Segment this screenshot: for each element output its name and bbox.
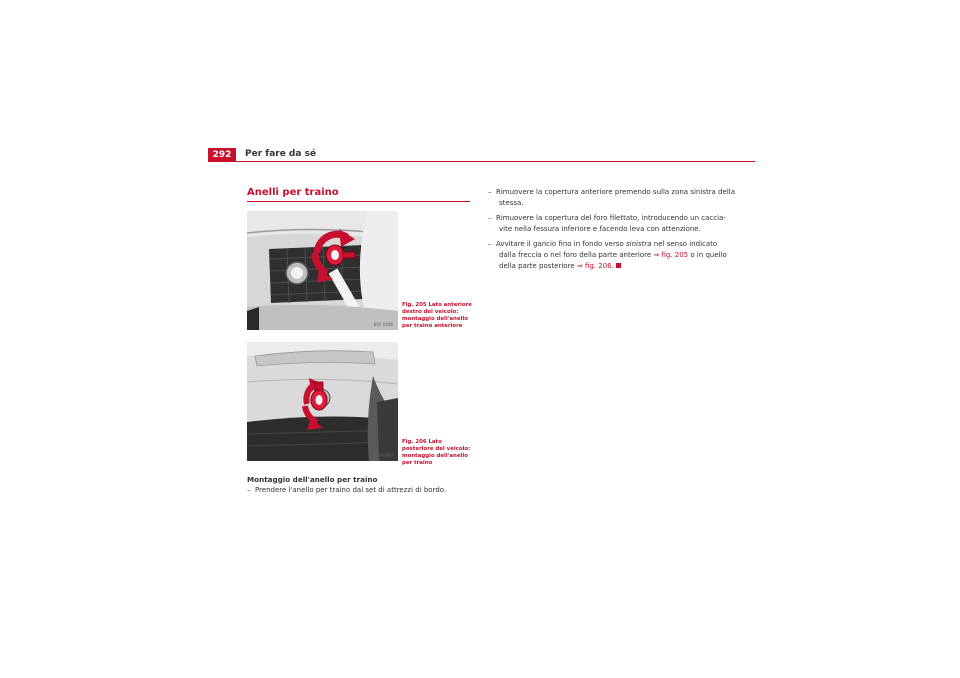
fig-205-link[interactable]: ⇒ fig. 205 [653,251,689,259]
section-end-marker [616,263,621,268]
step-3 [488,213,735,235]
figure-206-caption: Fig. 206 Lato posteriore del veicolo: montaggio dell'anello per traino [402,439,471,466]
bullet: – [247,486,251,494]
step-1-text: Prendere l'anello per traino dal set di attrezzi di bordo. [254,486,447,494]
step-1 [247,485,483,496]
step-2 [488,187,735,209]
step-4-emphasis: sinistra [626,240,652,248]
figure-206-image [247,342,398,461]
section-rule [247,201,470,202]
step-4-text: o in quello della parte posteriore [499,251,727,270]
bullet: – [488,214,492,222]
header-rule [208,161,755,162]
bullet: – [488,188,492,196]
section-title: Anelli per traino [247,187,339,198]
step-4-text: nel senso indicato dalla freccia o nel foro della parte anteriore [499,240,718,259]
step-3-text: Rimuovere la copertura del foro filettato, introducendo un caccia-vite nella fessura inferiore e facendo leva con attenzione. [495,214,726,233]
figure-205-image [247,211,398,330]
step-4 [488,239,735,272]
step-2-text: Rimuovere la copertura anteriore premendo sulla zona sinistra della stessa. [495,188,736,207]
figure-code: B5F-0407 [373,453,393,458]
procedure-heading: Montaggio dell'anello per traino [247,475,378,484]
fig-206-link[interactable]: ⇒ fig. 206 [576,262,612,270]
figure-code: B5F-0406 [373,322,393,327]
running-title: Per fare da sé [245,149,317,159]
step-4-text: Avvitare il gancio fino in fondo verso [495,240,627,248]
step-4-text: . [611,262,614,270]
bullet: – [488,240,492,248]
figure-205-caption: Fig. 205 Lato anteriore destro del veicolo: montaggio dell'anello per traino anteriore [402,302,472,329]
page-number: 292 [208,148,236,162]
